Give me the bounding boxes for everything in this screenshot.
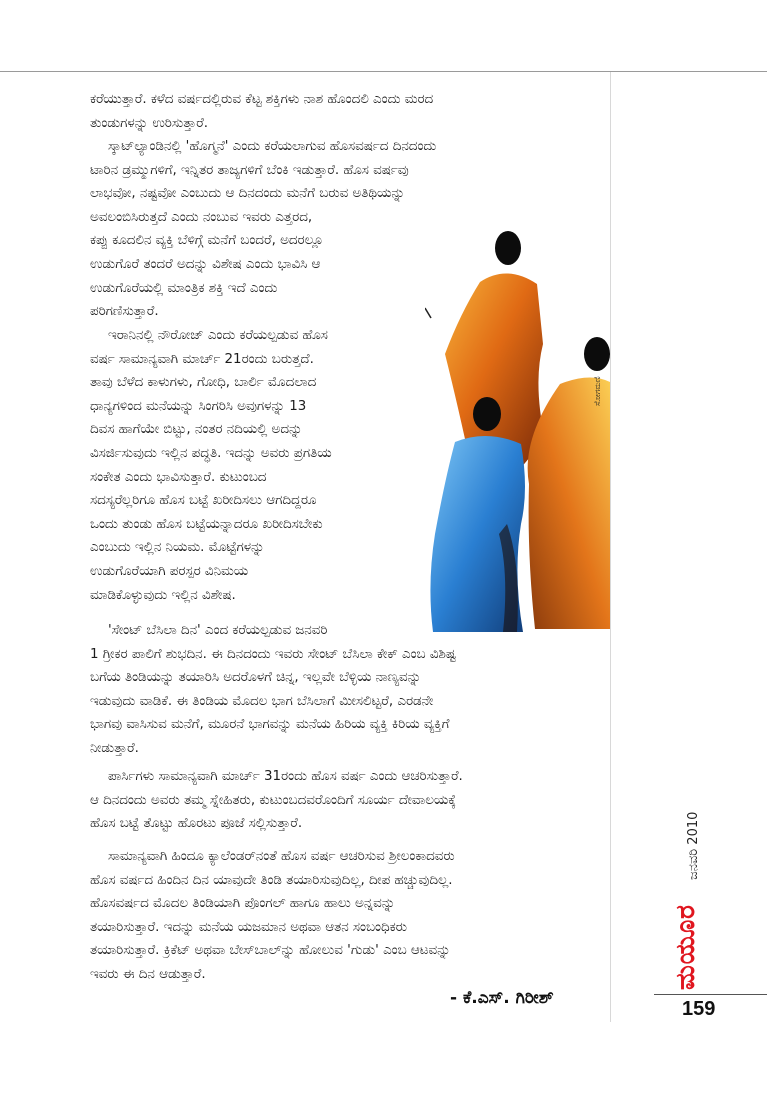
text-line: ಇಡುವುದು ವಾಡಿಕೆ. ಈ ತಿಂಡಿಯ ಮೊದಲ ಭಾಗ ಬೆಸಿಲಾಗೆ ಮೀಸಲಿಟ್ಟರೆ, ಎರಡನೇ	[90, 693, 434, 709]
figure-orange-back	[445, 231, 545, 469]
text-line: ಭಾಗವು ವಾಸಿಸುವ ಮನೆಗೆ, ಮೂರನೆ ಭಾಗವನ್ನು ಮನೆಯ ಹಿರಿಯ ವ್ಯಕ್ತಿ ಕಿರಿಯ ವ್ಯಕ್ತಿಗೆ	[90, 717, 450, 733]
text-line: ಮಾಡಿಕೊಳ್ಳುವುದು ಇಲ್ಲಿನ ವಿಶೇಷ.	[90, 587, 236, 603]
text-line: ಸಂಕೇತ ಎಂದು ಭಾವಿಸುತ್ತಾರೆ. ಕುಟುಂಬದ	[90, 469, 267, 485]
text-line: ಇರಾನಿನಲ್ಲಿ ನೌರೋಜ್ ಎಂದು ಕರೆಯಲ್ಪಡುವ ಹೊಸ	[108, 328, 328, 343]
text-line: ಒಂದು ತುಂಡು ಹೊಸ ಬಟ್ಟೆಯನ್ನಾದರೂ ಖರೀದಿಸಬೇಕು	[90, 516, 323, 532]
artist-signature: ಸೋಗಮಣಿ	[593, 376, 602, 406]
text-line: ಪರಿಗಣಿಸುತ್ತಾರೆ.	[90, 304, 159, 320]
text-line: ಉಡುಗೊರೆಯಾಗಿ ಪರಸ್ಪರ ವಿನಿಮಯ	[90, 563, 249, 579]
text-line: ಸ್ಕಾಟ್‌ಲ್ಯಾಂಡಿನಲ್ಲಿ 'ಹೊಗ್ಮನೆ' ಎಂದು ಕರೆಯಲಾಗುವ ಹೊಸವರ್ಷದ ದಿನದಂದು	[108, 139, 437, 154]
text-line: ಅವಲಂಬಿಸಿರುತ್ತದೆ ಎಂದು ನಂಬುವ ಇವರು ಎತ್ತರದ,	[90, 209, 313, 225]
text-line: ತುಂಡುಗಳನ್ನು ಉರಿಸುತ್ತಾರೆ.	[90, 115, 209, 131]
text-line: ಟಾರಿನ ಡ್ರಮ್ಮುಗಳಿಗೆ, ಇನ್ನಿತರ ತಾಜ್ಯಗಳಿಗೆ ಬೆಂಕಿ ಇಡುತ್ತಾರೆ. ಹೊಸ ವರ್ಷವು	[90, 162, 409, 178]
paragraph-scotland	[90, 135, 436, 324]
text-line: ಹೊಸವರ್ಷದ ಮೊದಲ ತಿಂಡಿಯಾಗಿ ಪೊಂಗಲ್ ಹಾಗೂ ಹಾಲು ಅನ್ನವನ್ನು	[90, 896, 396, 912]
illustration-figures	[425, 224, 610, 634]
paragraph-intro	[90, 88, 433, 135]
text-line: ಉಡುಗೊರೆಯಲ್ಲಿ ಮಾಂತ್ರಿಕ ಶಕ್ತಿ ಇದೆ ಎಂದು	[90, 280, 278, 296]
text-line: ಎಂಬುದು ಇಲ್ಲಿನ ನಿಯಮ. ಮೊಟ್ಟೆಗಳನ್ನು	[90, 540, 265, 556]
text-line: ಆ ದಿನದಂದು ಅವರು ತಮ್ಮ ಸ್ನೇಹಿತರು, ಕುಟುಂಬದವರೊಂದಿಗೆ ಸೂರ್ಯ ದೇವಾಲಯಕ್ಕೆ	[90, 792, 457, 808]
text-line: ದಿವಸ ಹಾಗೆಯೇ ಬಿಟ್ಟು, ನಂತರ ನದಿಯಲ್ಲಿ ಅದನ್ನು	[90, 422, 303, 438]
text-line: ಹೊಸ ಬಟ್ಟೆ ತೊಟ್ಟು ಹೊರಟು ಪೂಜೆ ಸಲ್ಲಿಸುತ್ತಾರೆ.	[90, 816, 303, 832]
paragraph-greece	[90, 619, 456, 761]
text-line: ಸಾಮಾನ್ಯವಾಗಿ ಹಿಂದೂ ಕ್ಯಾಲೆಂಡರ್‌ನಂತೆ ಹೊಸ ವರ್ಷ ಆಚರಿಸುವ ಶ್ರೀಲಂಕಾದವರು	[108, 849, 455, 864]
text-line: 'ಸೇಂಟ್ ಬೆಸಿಲಾ ದಿನ' ಎಂದ ಕರೆಯಲ್ಪಡುವ ಜನವರಿ	[108, 623, 328, 638]
text-line: ಪಾರ್ಸಿಗಳು ಸಾಮಾನ್ಯವಾಗಿ ಮಾರ್ಚ್ 31ರಂದು ಹೊಸ ವರ್ಷ ಎಂದು ಆಚರಿಸುತ್ತಾರೆ.	[108, 769, 463, 784]
text-line: ತಯಾರಿಸುತ್ತಾರೆ. ಕ್ರಿಕೆಟ್ ಅಥವಾ ಬೇಸ್‌ಬಾಲ್‌ನ್ನು ಹೋಲುವ 'ಗುಡು' ಎಂಬ ಆಟವನ್ನು	[90, 943, 451, 959]
page-number: 159	[682, 998, 716, 1020]
paragraph-srilanka	[90, 845, 455, 987]
text-line: 1 ಗ್ರೀಕರ ಪಾಲಿಗೆ ಶುಭದಿನ. ಈ ದಿನದಂದು ಇವರು ಸೇಂಟ್ ಬೆಸಿಲಾ ಕೇಕ್ ಎಂಬ ವಿಶಿಷ್ಟ	[90, 646, 456, 662]
text-line: ಹೊಸ ವರ್ಷದ ಹಿಂದಿನ ದಿನ ಯಾವುದೇ ತಿಂಡಿ ತಯಾರಿಸುವುದಿಲ್ಲ, ದೀಪ ಹಚ್ಚುವುದಿಲ್ಲ.	[90, 872, 453, 888]
text-line: ತಯಾರಿಸುತ್ತಾರೆ. ಇದನ್ನು ಮನೆಯ ಯಜಮಾನ ಅಥವಾ ಆತನ ಸಂಬಂಧಿಕರು	[90, 919, 407, 935]
text-line: ಬಗೆಯ ತಿಂಡಿಯನ್ನು ತಯಾರಿಸಿ ಅದರೊಳಗೆ ಚಿನ್ನ, ಇಲ್ಲವೇ ಬೆಳ್ಳಿಯ ನಾಣ್ಯವನ್ನು	[90, 670, 422, 686]
paragraph-parsis	[90, 765, 463, 836]
magazine-logo: ಮಯೂರ	[671, 904, 701, 990]
text-line: ಇವರು ಈ ದಿನ ಆಡುತ್ತಾರೆ.	[90, 966, 206, 982]
paragraph-iran	[90, 324, 332, 607]
text-line: ಉಡುಗೊರೆ ತಂದರೆ ಅದನ್ನು ವಿಶೇಷ ಎಂದು ಭಾವಿಸಿ ಆ	[90, 256, 321, 272]
column-divider	[610, 72, 611, 1022]
text-line: ಸದಸ್ಯರೆಲ್ಲರಿಗೂ ಹೊಸ ಬಟ್ಟೆ ಖರೀದಿಸಲು ಆಗದಿದ್ದರೂ	[90, 493, 317, 509]
text-line: ವಿಸರ್ಜಿಸುವುದು ಇಲ್ಲಿನ ಪದ್ಧತಿ. ಇದನ್ನು ಅವರು ಪ್ರಗತಿಯ	[90, 445, 332, 461]
text-line: ಕಪ್ಪು ಕೂದಲಿನ ವ್ಯಕ್ತಿ ಬೆಳಿಗ್ಗೆ ಮನೆಗೆ ಬಂದರೆ, ಅದರಲ್ಲೂ	[90, 233, 324, 249]
top-rule	[0, 71, 767, 72]
text-line: ವರ್ಷ ಸಾಮಾನ್ಯವಾಗಿ ಮಾರ್ಚ್ 21ರಂದು ಬರುತ್ತದೆ.	[90, 351, 314, 367]
text-line: ತಾವು ಬೆಳೆದ ಕಾಳುಗಳು, ಗೋಧಿ, ಬಾರ್ಲಿ ಮೊದಲಾದ	[90, 375, 317, 391]
author-signature: - ಕೆ.ಎಸ್. ಗಿರೀಶ್	[450, 988, 554, 1008]
text-line: ಧಾನ್ಯಗಳಿಂದ ಮನೆಯನ್ನು ಸಿಂಗರಿಸಿ ಅವುಗಳನ್ನು 13	[90, 398, 307, 414]
text-line: ಲಾಭವೋ, ನಷ್ಟವೋ ಎಂಬುದು ಆ ದಿನದಂದು ಮನೆಗೆ ಬರುವ ಅತಿಥಿಯನ್ನು	[90, 186, 405, 202]
issue-date: ಜನವರಿ 2010	[686, 811, 701, 880]
text-line: ಕರೆಯುತ್ತಾರೆ. ಕಳೆದ ವರ್ಷದಲ್ಲಿರುವ ಕೆಟ್ಟ ಶಕ್ತಿಗಳು ನಾಶ ಹೊಂದಲಿ ಎಂದು ಮರದ	[90, 92, 434, 107]
text-line: ನೀಡುತ್ತಾರೆ.	[90, 740, 139, 756]
page-number-rule	[654, 994, 767, 995]
